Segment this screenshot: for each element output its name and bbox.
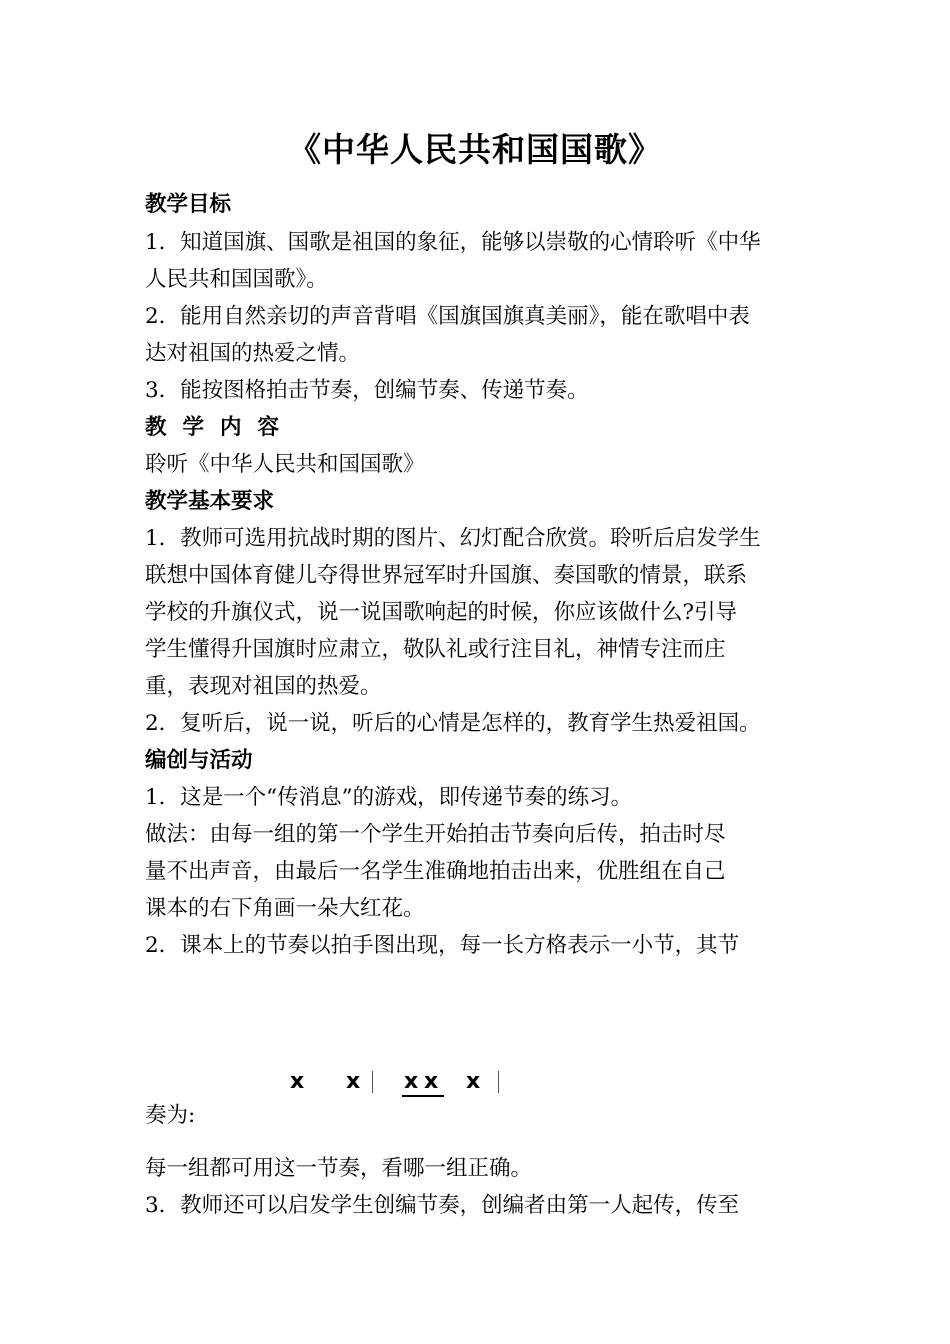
rhythm-bar-line [372,1071,373,1093]
rhythm-note: x [346,1069,361,1094]
rhythm-note: x [424,1069,439,1094]
activities-after-line-1: 奏为: [145,1103,196,1128]
section-heading-goals: 教学目标 [145,192,232,217]
section-heading-content: 教学内容 [145,415,296,440]
goals-line-3: 2．能用自然亲切的声音背唱《国旗国旗真美丽》，能在歌唱中表 [145,304,750,329]
goals-line-2: 人民共和国国歌》。 [145,267,328,292]
requirements-line-2: 联想中国体育健儿夺得世界冠军时升国旗、奏国歌的情景，联系 [145,563,748,588]
requirements-line-3: 学校的升旗仪式，说一说国歌响起的时候，你应该做什么?引导 [145,600,738,625]
rhythm-note: x [290,1069,305,1094]
rhythm-beam [402,1095,444,1097]
activities-line-1: 1．这是一个“传消息”的游戏，即传递节奏的练习。 [145,785,633,810]
goals-line-1: 1．知道国旗、国歌是祖国的象征，能够以崇敬的心情聆听《中华 [145,230,761,255]
goals-line-5: 3．能按图格拍击节奏，创编节奏、传递节奏。 [145,378,589,403]
content-line-1: 聆听《中华人民共和国国歌》 [145,452,425,477]
activities-after-line-3: 3．教师还可以启发学生创编节奏，创编者由第一人起传，传至 [145,1193,740,1218]
rhythm-notation [290,1067,520,1097]
page-title: 《中华人民共和国国歌》 [288,130,662,169]
rhythm-note: x [466,1069,481,1094]
activities-line-4: 课本的右下角画一朵大红花。 [145,896,425,921]
requirements-line-4: 学生懂得升国旗时应肃立，敬队礼或行注目礼，神情专注而庄 [145,637,726,662]
activities-line-2: 做法：由每一组的第一个学生开始拍击节奏向后传，拍击时尽 [145,822,726,847]
requirements-line-5: 重，表现对祖国的热爱。 [145,674,382,699]
requirements-line-6: 2．复听后，说一说，听后的心情是怎样的，教育学生热爱祖国。 [145,711,761,736]
section-heading-activities: 编创与活动 [145,748,253,773]
rhythm-bar-line [498,1071,499,1093]
goals-line-4: 达对祖国的热爱之情。 [145,341,361,366]
rhythm-note: x [404,1069,419,1094]
activities-line-3: 量不出声音，由最后一名学生准确地拍击出来，优胜组在自己 [145,859,726,884]
requirements-line-1: 1．教师可选用抗战时期的图片、幻灯配合欣赏。聆听后启发学生 [145,526,761,551]
section-heading-requirements: 教学基本要求 [145,489,275,514]
activities-line-5: 2．课本上的节奏以拍手图出现，每一长方格表示一小节，其节 [145,933,740,958]
activities-after-line-2: 每一组都可用这一节奏，看哪一组正确。 [145,1156,533,1181]
